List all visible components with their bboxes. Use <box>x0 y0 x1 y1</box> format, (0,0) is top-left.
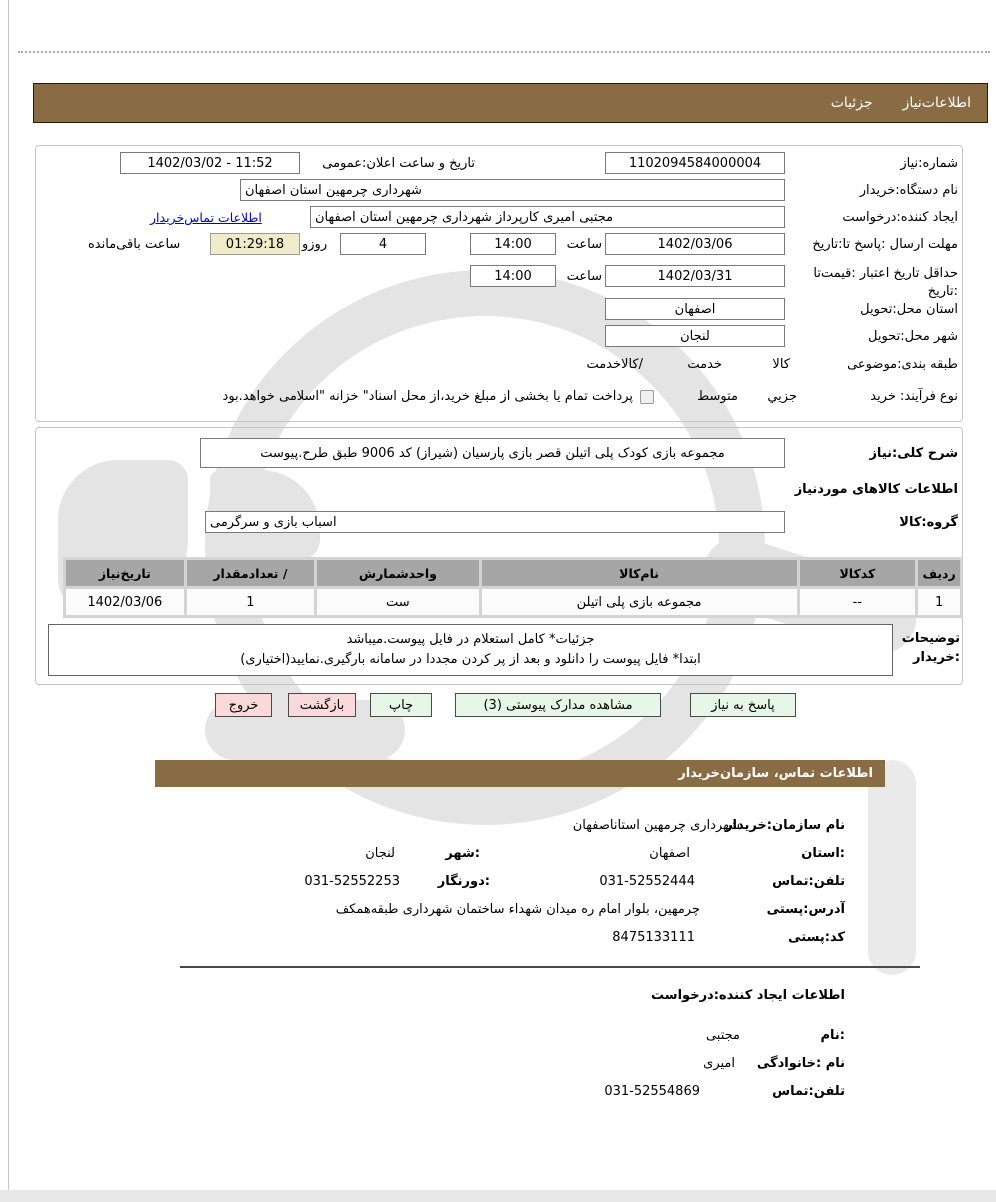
validity-date-field[interactable]: 1402/03/31 <box>605 265 785 287</box>
buyer-comments-box[interactable] <box>48 624 893 676</box>
col-need-date: تاریخ‌نیاز <box>66 560 184 586</box>
cell-row-number: 1 <box>918 589 960 615</box>
radio-goods-label: کالا <box>772 357 790 372</box>
comment-line: ابتدا* فایل پیوست را دانلود و بعد از پر کردن مجددا در سامانه بارگیری.نمایید(اختیاری) <box>240 652 701 667</box>
goods-table <box>63 557 963 618</box>
tab-bar <box>33 83 988 123</box>
tab-need-info[interactable]: اطلاعات‌نیاز <box>902 95 971 111</box>
view-attached-docs-button[interactable]: مشاهده مدارک پیوستی (3) <box>455 693 661 717</box>
creator-last-name-value: امیری <box>703 1056 735 1071</box>
goods-info-heading: اطلاعات کالاهای موردنیاز <box>794 482 958 497</box>
exit-button[interactable]: خروج <box>215 693 272 717</box>
deadline-time-field[interactable]: 14:00 <box>470 233 556 255</box>
creator-first-name-label: :نام <box>820 1028 845 1043</box>
deadline-days-field[interactable]: 4 <box>340 233 426 255</box>
validity-label-line2: :تاریخ <box>927 284 958 299</box>
contact-fax-value: 031-52552253 <box>304 874 400 889</box>
radio-minor-label: جزیي <box>767 389 797 404</box>
validity-hour-label: ساعت <box>566 269 602 284</box>
announce-datetime-field[interactable]: 1402/03/02 - 11:52 <box>120 152 300 174</box>
delivery-province-label: استان محل:تحویل <box>860 302 958 317</box>
days-label: روزو <box>302 237 328 252</box>
col-goods-name: نام‌کالا <box>482 560 797 586</box>
postal-code-label: کد:پستی <box>788 930 845 945</box>
contact-phone-label: تلفن:تماس <box>772 874 845 889</box>
treasury-payment-label: پرداخت تمام یا بخشی از مبلغ خرید،از محل اسناد" خزانه "اسلامی خواهد.بود <box>222 389 633 404</box>
deadline-label: مهلت ارسال :پاسخ تا:تاریخ <box>812 237 958 252</box>
cell-count-unit: ست <box>317 589 478 615</box>
comment-line: جزئیات* کامل استعلام در فایل پیوست.میباشد <box>346 632 595 647</box>
contact-province-label: :استان <box>801 846 845 861</box>
classification-label: طبقه بندی:موضوعی <box>847 357 958 372</box>
col-row-number: ردیف <box>918 560 960 586</box>
buyer-comments-label-line2: :خریدار <box>913 650 960 665</box>
col-goods-code: کدکالا <box>800 560 916 586</box>
need-number-field[interactable]: 1102094584000004 <box>605 152 785 174</box>
delivery-city-field[interactable]: لنجان <box>605 325 785 347</box>
postal-address-label: آدرس:پستی <box>766 902 845 917</box>
remaining-time-label: ساعت باقی‌مانده <box>88 237 181 252</box>
postal-address-value: چرمهین، بلوار امام ره میدان شهداء ساختمان شهرداری طبقه‌همکف <box>335 902 700 917</box>
creator-phone-value: 031-52554869 <box>604 1084 700 1099</box>
need-description-field[interactable]: مجموعه بازی کودک پلی اتیلن قصر بازی پارسیان (شیراز) کد 9006 طبق طرح.پیوست <box>200 438 785 468</box>
need-description-label: شرح کلی:نیاز <box>869 446 958 461</box>
top-dotted-divider <box>18 51 990 53</box>
cell-need-date: 1402/03/06 <box>66 589 184 615</box>
contact-city-label: :شهر <box>445 846 480 861</box>
deadline-date-field[interactable]: 1402/03/06 <box>605 233 785 255</box>
request-creator-label: ایجاد کننده:درخواست <box>842 210 958 225</box>
creator-phone-label: تلفن:تماس <box>772 1084 845 1099</box>
delivery-province-field[interactable]: اصفهان <box>605 298 785 320</box>
col-count-unit: واحدشمارش <box>317 560 478 586</box>
tab-details[interactable]: جزئیات <box>830 95 873 111</box>
contact-fax-label: :دورنگار <box>437 874 490 889</box>
contact-phone-value: 031-52552444 <box>599 874 695 889</box>
process-type-label: نوع فرآیند: خرید <box>870 389 958 404</box>
buyer-org-field[interactable]: شهرداری چرمهین استان اصفهان <box>240 179 785 201</box>
creator-first-name-value: مجتبی <box>705 1028 740 1043</box>
buyer-comments-label-line1: توضیحات <box>901 631 960 646</box>
request-creator-field[interactable]: مجتبی امیری کارپرداز شهرداری چرمهین استان اصفهان <box>310 206 785 228</box>
back-button[interactable]: بازگشت <box>288 693 356 717</box>
radio-medium-label: متوسط <box>697 389 738 404</box>
announce-datetime-label: تاریخ و ساعت اعلان:عمومی <box>322 156 475 171</box>
page-left-border <box>8 0 9 1202</box>
org-name-label: نام سازمان:خریدار <box>725 818 845 833</box>
org-name-value: شهرداری چرمهین استاناصفهان <box>572 818 740 833</box>
goods-group-label: گروه:کالا <box>899 515 958 530</box>
footer-bar <box>0 1190 996 1202</box>
buyer-contact-link[interactable]: اطلاعات تماس‌خریدار <box>150 210 262 225</box>
section-divider <box>180 966 920 968</box>
creator-info-heading: اطلاعات ایجاد کننده:درخواست <box>651 988 845 1003</box>
countdown-timer: 01:29:18 <box>210 233 300 255</box>
contact-city-value: لنجان <box>365 846 395 861</box>
watermark-shape <box>868 760 916 975</box>
cell-quantity: 1 <box>187 589 315 615</box>
need-number-label: شماره:نیاز <box>900 156 958 171</box>
print-button[interactable]: چاپ <box>370 693 432 717</box>
postal-code-value: 8475133111 <box>612 930 695 945</box>
respond-to-need-button[interactable]: پاسخ به نیاز <box>690 693 796 717</box>
buyer-contact-header: اطلاعات تماس، سازمان‌خریدار <box>678 766 873 781</box>
radio-goods-service-label: /کالاخدمت <box>586 357 643 372</box>
validity-label-line1: حداقل تاریخ اعتبار :قیمت‌تا <box>813 266 958 281</box>
goods-group-field[interactable]: اسباب بازی و سرگرمی <box>205 511 785 533</box>
cell-goods-name: مجموعه بازی پلی اتیلن <box>482 589 797 615</box>
treasury-payment-checkbox[interactable] <box>640 390 654 404</box>
radio-service-label: خدمت <box>687 357 722 372</box>
col-quantity: / تعدادمقدار <box>187 560 315 586</box>
table-row[interactable] <box>66 586 960 615</box>
cell-goods-code: -- <box>800 589 916 615</box>
delivery-city-label: شهر محل:تحویل <box>868 329 958 344</box>
goods-table-header-row <box>66 560 960 586</box>
creator-last-name-label: نام :خانوادگی <box>756 1056 845 1071</box>
buyer-org-label: نام دستگاه:خریدار <box>859 183 958 198</box>
contact-province-value: اصفهان <box>649 846 690 861</box>
buyer-contact-header-bar <box>155 760 885 787</box>
validity-time-field[interactable]: 14:00 <box>470 265 556 287</box>
deadline-hour-label: ساعت <box>566 237 602 252</box>
